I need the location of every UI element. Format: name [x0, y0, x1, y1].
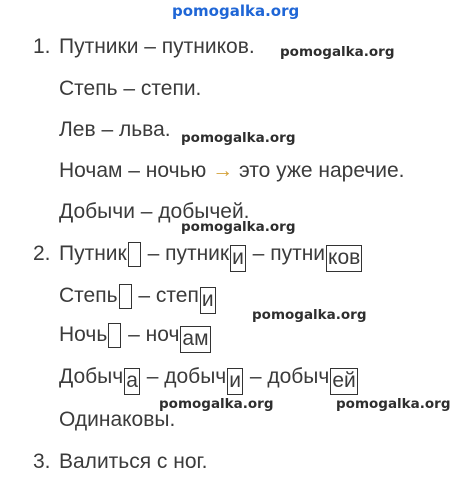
ending-box: ей	[330, 368, 357, 395]
section1-line4	[59, 159, 405, 183]
ending-box-empty	[108, 323, 121, 348]
dash: –	[141, 242, 166, 265]
word: степ	[155, 284, 199, 307]
dash: –	[122, 323, 146, 346]
section3-line	[33, 450, 207, 474]
dash: –	[243, 365, 268, 388]
watermark: pomogalka.org	[181, 130, 296, 146]
dash: –	[246, 242, 271, 265]
ending-box: и	[200, 287, 216, 314]
ending-box: ков	[326, 245, 362, 272]
watermark: pomogalka.org	[181, 219, 296, 235]
section2-line4	[59, 365, 359, 395]
watermark: pomogalka.org	[280, 44, 395, 60]
section1-line4-note: это уже наречие.	[238, 159, 405, 182]
section1-line3: Лев – льва.	[59, 118, 171, 141]
section1-line1-text: Путники – путников.	[59, 35, 255, 58]
ending-box-empty	[119, 284, 132, 309]
watermark-top: pomogalka.org	[172, 2, 300, 20]
arrow-right-icon: →	[212, 159, 234, 182]
watermark: pomogalka.org	[252, 307, 367, 323]
section2-summary: Одинаковы.	[59, 408, 176, 431]
section2-number: 2.	[33, 242, 51, 265]
ending-box-empty	[128, 242, 141, 267]
watermark: pomogalka.org	[159, 396, 274, 412]
section3-text: Валиться с ног.	[59, 450, 208, 473]
section2-line3	[59, 323, 212, 353]
word: добыч	[164, 365, 227, 388]
section2-line1	[33, 242, 363, 272]
dash: –	[132, 284, 156, 307]
section1-number: 1.	[33, 35, 51, 58]
ending-box: и	[227, 368, 243, 395]
ending-box: ам	[180, 326, 210, 353]
section1-line1	[33, 35, 255, 59]
word: Добыч	[59, 365, 124, 388]
word: путни	[270, 242, 326, 265]
ending-box: а	[124, 368, 140, 395]
word: Ночь	[59, 323, 108, 346]
word: путник	[165, 242, 230, 265]
word: добыч	[267, 365, 330, 388]
word: ноч	[145, 323, 180, 346]
ending-box: и	[230, 245, 246, 272]
watermark: pomogalka.org	[336, 396, 451, 412]
dash: –	[140, 365, 165, 388]
word: Степь	[59, 284, 118, 307]
section1-line2: Степь – степи.	[59, 77, 202, 100]
section3-number: 3.	[33, 450, 51, 473]
section1-line5: Добычи – добычей.	[59, 200, 250, 223]
section1-line4-text: Ночам – ночью	[59, 159, 207, 182]
section2-line2	[59, 284, 217, 314]
word: Путник	[59, 242, 127, 265]
